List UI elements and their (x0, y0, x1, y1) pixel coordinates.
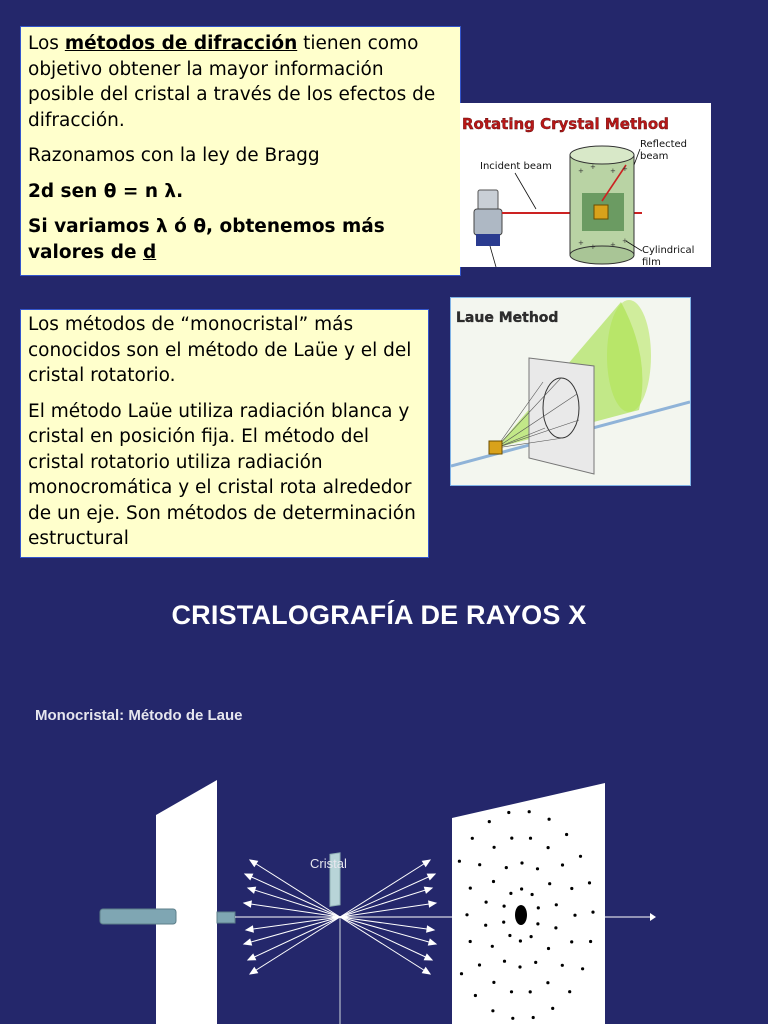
laue-spot (503, 905, 506, 908)
laue-spot (547, 846, 550, 849)
diffracted-ray (340, 888, 432, 917)
laue-spot (518, 965, 521, 968)
ray-arrowhead (250, 968, 258, 974)
laue-spot (492, 981, 495, 984)
laue-spot (469, 887, 472, 890)
laue-screen (529, 358, 594, 474)
svg-text:+: + (590, 243, 596, 251)
svg-text:+: + (578, 167, 584, 175)
laue-spot (532, 1016, 535, 1019)
ray-arrowhead (246, 926, 253, 932)
laue-spot (588, 881, 591, 884)
svg-text:+: + (610, 241, 616, 249)
laue-spot (591, 911, 594, 914)
svg-text:+: + (590, 163, 596, 171)
laue-spot (561, 964, 564, 967)
laue-spot (579, 855, 582, 858)
reflected-label-2: beam (640, 151, 669, 162)
diffracted-ray (250, 917, 340, 974)
laue-spot (503, 960, 506, 963)
laue-setup-diagram (90, 770, 670, 1024)
vary-d: d (142, 241, 157, 263)
laue-spot (529, 990, 532, 993)
laue-spot (548, 882, 551, 885)
laue-spot (507, 811, 510, 814)
laue-spot (491, 945, 494, 948)
film-label-2: film (642, 257, 661, 267)
laue-spot (510, 990, 513, 993)
laue-spot (510, 837, 513, 840)
laue-crystal (489, 441, 502, 454)
ray-arrowhead (248, 954, 256, 960)
laue-spot (547, 947, 550, 950)
laue-spot (530, 935, 533, 938)
ray-arrowhead (248, 887, 256, 893)
svg-text:+: + (578, 239, 584, 247)
laue-spot (505, 866, 508, 869)
intro-text-emphasis: métodos de difracción (64, 33, 298, 54)
laue-spot (589, 940, 592, 943)
intro-text-end: tienen como objetivo obtener la mayor información posible del cristal a través de los efectos de difracción. (28, 33, 436, 131)
film-screen (452, 783, 605, 1024)
crystal-sample (594, 205, 608, 219)
ray-arrowhead (424, 887, 432, 893)
laue-spot (508, 934, 511, 937)
ray-arrowhead (244, 939, 252, 945)
laue-spot (536, 867, 539, 870)
laue-spot (492, 880, 495, 883)
laue-spot (528, 810, 531, 813)
ray-arrowhead (429, 901, 436, 907)
laue-spot (551, 1007, 554, 1010)
bragg-intro: Razonamos con la ley de Bragg (28, 145, 320, 166)
laue-spot (565, 833, 568, 836)
svg-text:+: + (610, 167, 616, 175)
incident-pointer (515, 173, 536, 209)
laue-spot (554, 926, 557, 929)
xray-tube-base (476, 234, 500, 246)
ray-arrowhead (427, 874, 435, 880)
ray-arrowhead (424, 954, 432, 960)
laue-spot (460, 972, 463, 975)
laue-spot (471, 837, 474, 840)
laue-spot (546, 981, 549, 984)
ray-arrowhead (428, 939, 436, 945)
laue-spot (465, 913, 468, 916)
ray-arrowhead (244, 901, 251, 907)
xray-tube-body (474, 209, 502, 235)
page-title: CRISTALOGRAFÍA DE RAYOS X (171, 600, 587, 630)
beam-arrowhead (650, 913, 656, 921)
laue-spot (520, 861, 523, 864)
laue-method-figure (450, 297, 691, 486)
methods-text-box (20, 309, 429, 558)
central-spot (515, 905, 527, 925)
laue-spot (555, 903, 558, 906)
page-subtitle: Monocristal: Método de Laue (35, 707, 243, 724)
xray-source-tube (100, 909, 176, 924)
rotating-crystal-illustration (460, 103, 711, 267)
rotating-figure-title: Rotating Crystal Method (462, 115, 669, 133)
collimator-tube (217, 912, 235, 923)
laue-spot (491, 1009, 494, 1012)
vary-text: Si variamos λ ó θ, obtenemos más valores de (28, 216, 385, 263)
laue-spot (573, 914, 576, 917)
cylinder-bottom (570, 246, 634, 264)
incident-beam-label: Incident beam (480, 161, 552, 172)
laue-spot (488, 820, 491, 823)
laue-spot (458, 860, 461, 863)
laue-spot (536, 922, 539, 925)
bragg-formula: 2d sen θ = n λ. (28, 180, 184, 202)
laue-spot (520, 887, 523, 890)
reflected-label-1: Reflected (640, 139, 688, 150)
laue-spot (581, 967, 584, 970)
laue-spot (485, 901, 488, 904)
diffracted-ray (248, 888, 340, 917)
laue-spot (478, 963, 481, 966)
laue-spot (537, 906, 540, 909)
laue-spot (474, 994, 477, 997)
ray-arrowhead (422, 968, 430, 974)
laue-spot (561, 863, 564, 866)
laue-spot (493, 846, 496, 849)
laue-spot (568, 990, 571, 993)
intro-paragraph (28, 31, 453, 133)
laue-spot (469, 940, 472, 943)
vary-paragraph (28, 214, 453, 265)
xray-tube-top (478, 190, 498, 210)
monocrystal-paragraph: Los métodos de “monocristal” más conocidos son el método de Laüe y el del cristal rotatorio. (28, 314, 412, 386)
laue-figure-title: Laue Method (456, 310, 559, 326)
bragg-text-box (20, 26, 461, 276)
laue-method-illustration (451, 298, 690, 485)
laue-spot (509, 892, 512, 895)
laue-spot (529, 837, 532, 840)
laue-spot (478, 863, 481, 866)
ray-arrowhead (427, 926, 434, 932)
cylinder-top (570, 146, 634, 164)
tube-pointer (490, 246, 496, 267)
svg-text:+: + (622, 165, 628, 173)
rotating-crystal-figure (460, 103, 711, 267)
laue-spot (570, 940, 573, 943)
laue-spot (519, 939, 522, 942)
laue-spot (531, 893, 534, 896)
laue-spot (502, 921, 505, 924)
ray-arrowhead (422, 860, 430, 866)
laue-spot (534, 961, 537, 964)
ray-arrowhead (250, 860, 258, 866)
collimator-plate (156, 780, 217, 1024)
laue-spot (548, 818, 551, 821)
intro-text-start: Los (28, 33, 65, 54)
laue-spot (511, 1017, 514, 1020)
ray-arrowhead (245, 874, 253, 880)
laue-cone-base (607, 300, 651, 412)
svg-text:+: + (622, 237, 628, 245)
laue-description-paragraph: El método Laüe utiliza radiación blanca y cristal en posición fija. El método del cristal rotatorio utiliza radiación monocromática y el cristal rota alrededor de un eje. Son métodos de determinación estructural (28, 400, 416, 549)
laue-spot (484, 924, 487, 927)
film-label-1: Cylindrical (642, 245, 695, 256)
crystal-label: Cristal (310, 856, 347, 871)
diffracted-ray (340, 860, 430, 917)
diffracted-ray (340, 917, 430, 974)
laue-spot (570, 887, 573, 890)
